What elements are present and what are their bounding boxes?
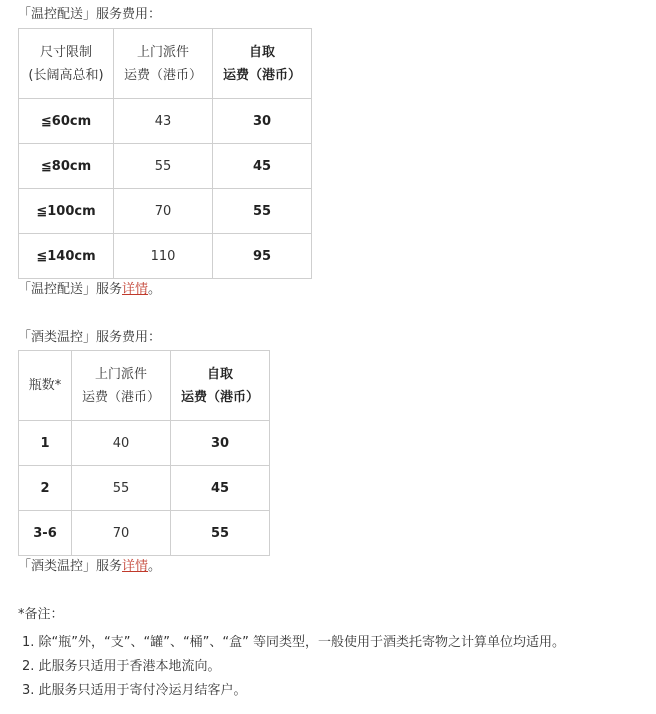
- pickup-fee-cell: 45: [171, 466, 270, 511]
- pickup-fee-cell: 30: [213, 99, 312, 144]
- door-fee-cell: 43: [114, 99, 213, 144]
- door-fee-cell: 70: [114, 189, 213, 234]
- section2-footer: [18, 558, 161, 576]
- table-row: [19, 511, 270, 556]
- note-item: 1. 除“瓶”外，“支”、“罐”、“桶”、“盒” 等同类型，一般使用于酒类托寄物之计算单位均适用。: [22, 635, 566, 650]
- note-item: 3. 此服务只适用于寄付冷运月结客户。: [22, 683, 247, 698]
- section2-details-link[interactable]: 详情: [122, 559, 149, 574]
- header-bottle-count: 瓶数*: [19, 351, 72, 421]
- section1-intro: 「温控配送」服务费用：: [18, 7, 162, 22]
- table-row: [19, 421, 270, 466]
- temperature-delivery-fee-table: [18, 28, 312, 279]
- table-row: [19, 189, 312, 234]
- section2-intro: 「酒类温控」服务费用：: [18, 330, 162, 345]
- size-cell: ≦60cm: [19, 99, 114, 144]
- bottle-count-cell: 1: [19, 421, 72, 466]
- bottle-count-cell: 3-6: [19, 511, 72, 556]
- table-row: [19, 466, 270, 511]
- table-row: [19, 234, 312, 279]
- door-fee-cell: 70: [72, 511, 171, 556]
- pickup-fee-cell: 55: [171, 511, 270, 556]
- notes-title: *备注：: [18, 607, 64, 622]
- section2-footer-text: 「酒类温控」服务: [18, 559, 123, 574]
- pickup-fee-cell: 95: [213, 234, 312, 279]
- table-row: [19, 144, 312, 189]
- pickup-fee-cell: 55: [213, 189, 312, 234]
- header-door-delivery: 上门派件 运费（港币）: [114, 29, 213, 99]
- size-cell: ≦80cm: [19, 144, 114, 189]
- header-self-pickup: 自取 运费（港币）: [171, 351, 270, 421]
- door-fee-cell: 40: [72, 421, 171, 466]
- pickup-fee-cell: 45: [213, 144, 312, 189]
- section1-details-link[interactable]: 详情: [122, 282, 149, 297]
- section1-footer-end: 。: [148, 282, 162, 297]
- table-row: [19, 99, 312, 144]
- section1-footer: [18, 281, 161, 299]
- pickup-fee-cell: 30: [171, 421, 270, 466]
- door-fee-cell: 110: [114, 234, 213, 279]
- section1-footer-text: 「温控配送」服务: [18, 282, 123, 297]
- size-cell: ≦140cm: [19, 234, 114, 279]
- section2-footer-end: 。: [148, 559, 162, 574]
- notes-list: [22, 631, 565, 703]
- header-self-pickup: 自取 运费（港币）: [213, 29, 312, 99]
- door-fee-cell: 55: [72, 466, 171, 511]
- header-door-delivery: 上门派件 运费（港币）: [72, 351, 171, 421]
- door-fee-cell: 55: [114, 144, 213, 189]
- note-item: 2. 此服务只适用于香港本地流向。: [22, 659, 221, 674]
- table-header-row: [19, 351, 270, 421]
- header-size-limit: 尺寸限制 (长阔高总和): [19, 29, 114, 99]
- wine-temperature-fee-table: [18, 350, 270, 556]
- size-cell: ≦100cm: [19, 189, 114, 234]
- table-header-row: [19, 29, 312, 99]
- bottle-count-cell: 2: [19, 466, 72, 511]
